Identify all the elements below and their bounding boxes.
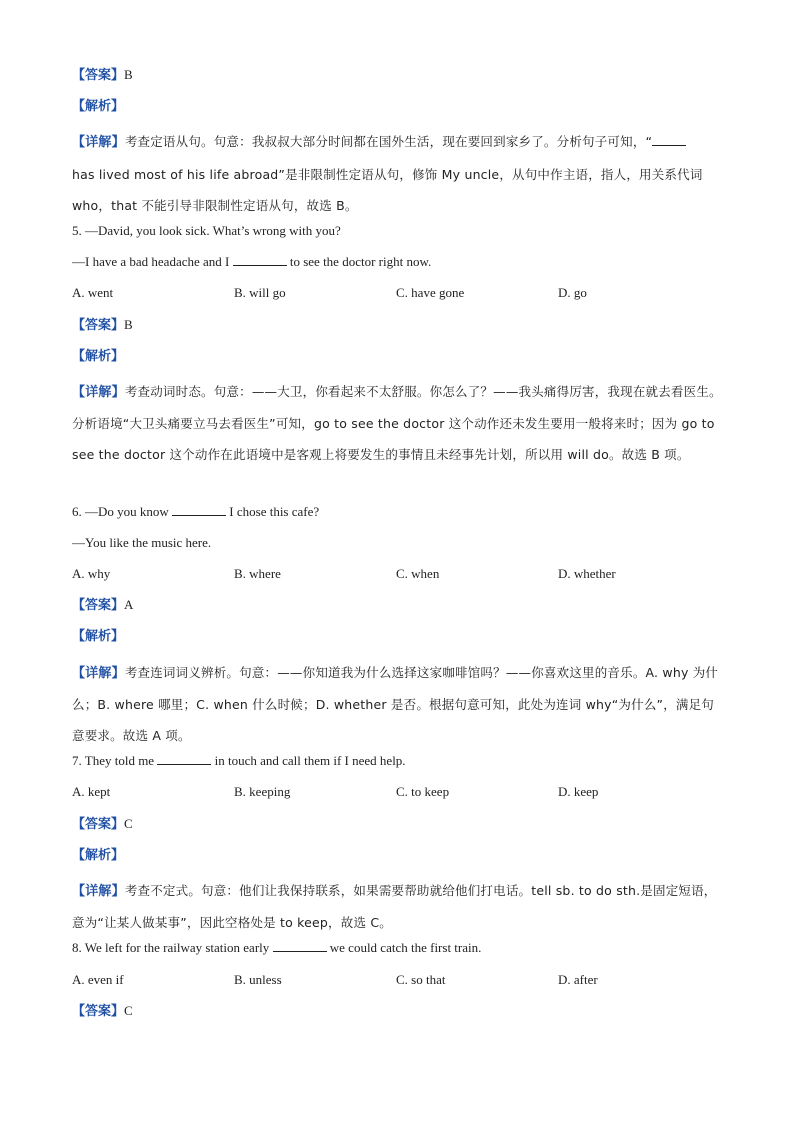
answer-value: A	[124, 597, 134, 613]
stem-text-b: I chose this cafe?	[229, 503, 320, 519]
answer-value: C	[124, 815, 133, 831]
analysis-line	[72, 95, 722, 126]
answer-line	[72, 594, 722, 625]
option-c: C. to keep	[396, 784, 450, 800]
answer-tag: 【答案】	[72, 1003, 125, 1019]
question-7-options	[72, 781, 722, 812]
answer-tag: 【答案】	[72, 317, 125, 333]
detail-text: 考查连词词义辨析。句意：——你知道我为什么选择这家咖啡馆吗？——你喜欢这里的音乐。A. why 为什么；B. where 哪里；C. when 什么时候；D. whether 是否。根据句意可知，此处为连词 why“为什么”，满足句意要求。故选 A 项。	[72, 664, 719, 744]
question-5-stem: 5. —David, you look sick. What’s wrong with you?	[72, 222, 341, 238]
question-7-stem	[72, 750, 722, 781]
option-b: B. unless	[234, 971, 282, 987]
detail-paragraph	[72, 126, 722, 220]
analysis-tag: 【解析】	[72, 348, 125, 364]
option-d: D. after	[558, 971, 598, 987]
answer-line	[72, 314, 722, 345]
option-a: A. kept	[72, 784, 111, 800]
stem-text-b: in touch and call them if I need help.	[214, 753, 406, 769]
detail-text-a: 考查定语从句。句意：我叔叔大部分时间都在国外生活，现在要回到家乡了。分析句子可知，“	[124, 134, 653, 150]
document-page	[72, 64, 722, 1031]
blank	[652, 133, 686, 146]
answer-tag: 【答案】	[72, 816, 125, 832]
answer-value: C	[124, 1002, 133, 1018]
stem-text-a: 8. We left for the railway station early	[72, 940, 270, 956]
answer-value: B	[124, 316, 133, 332]
answer-tag: 【答案】	[72, 68, 125, 83]
question-5-options	[72, 282, 722, 313]
analysis-line	[72, 625, 722, 656]
detail-paragraph	[72, 376, 722, 501]
stem-text-a: 6. —Do you know	[72, 503, 169, 519]
detail-text: 考查动词时态。句意：——大卫，你看起来不太舒服。你怎么了？——我头痛得厉害，我现在就去看医生。分析语境“大卫头痛要立马去看医生”可知，go to see the doctor 这个动作还未发生要用一般将来时；因为 go to see the doctor 这个动作在此语境中是客观上将要发生的事情且未经事先计划，所以用 will do。故选 B 项。	[72, 383, 722, 463]
answer-line	[72, 64, 722, 95]
question-6-options	[72, 563, 722, 594]
blank	[157, 752, 211, 765]
question-6-reply: —You like the music here.	[72, 534, 212, 550]
option-d: D. go	[558, 285, 587, 301]
blank	[172, 503, 226, 516]
option-a: A. went	[72, 285, 114, 301]
detail-tag: 【详解】	[72, 384, 125, 400]
analysis-tag: 【解析】	[72, 847, 125, 863]
reply-text-b: to see the doctor right now.	[289, 254, 432, 270]
option-c: C. so that	[396, 971, 446, 987]
option-d: D. keep	[558, 784, 599, 800]
option-b: B. keeping	[234, 784, 291, 800]
detail-text-b: has lived most of his life abroad”是非限制性定语从句，修饰 My uncle，从句中作主语，指人，用关系代词 who，that 不能引导非限制性定语从句，故选 B。	[72, 166, 703, 213]
answer-value: B	[124, 67, 133, 82]
question-8-stem	[72, 937, 722, 968]
question-5-reply	[72, 251, 722, 282]
detail-paragraph	[72, 875, 722, 937]
stem-text-b: we could catch the first train.	[329, 940, 482, 956]
option-b: B. will go	[234, 285, 286, 301]
blank	[233, 253, 287, 266]
question-8-options	[72, 969, 722, 1000]
answer-line	[72, 1000, 722, 1031]
analysis-tag: 【解析】	[72, 629, 125, 645]
question-6-stem	[72, 501, 722, 532]
analysis-line	[72, 844, 722, 875]
answer-line	[72, 813, 722, 844]
option-b: B. where	[234, 566, 281, 582]
detail-tag: 【详解】	[72, 135, 125, 151]
detail-tag: 【详解】	[72, 883, 125, 899]
detail-tag: 【详解】	[72, 665, 125, 681]
option-d: D. whether	[558, 566, 616, 582]
analysis-line	[72, 345, 722, 376]
blank	[273, 939, 327, 952]
option-c: C. when	[396, 566, 440, 582]
reply-text-a: —I have a bad headache and I	[72, 254, 230, 270]
stem-text-a: 7. They told me	[72, 753, 155, 769]
detail-text: 考查不定式。句意：他们让我保持联系，如果需要帮助就给他们打电话。tell sb. to do sth.是固定短语，意为“让某人做某事”，因此空格处是 to keep，故选 C。	[72, 882, 717, 931]
option-a: A. even if	[72, 971, 124, 987]
detail-paragraph	[72, 657, 722, 751]
analysis-tag: 【解析】	[72, 99, 125, 115]
option-c: C. have gone	[396, 285, 465, 301]
answer-tag: 【答案】	[72, 598, 125, 614]
option-a: A. why	[72, 566, 111, 582]
